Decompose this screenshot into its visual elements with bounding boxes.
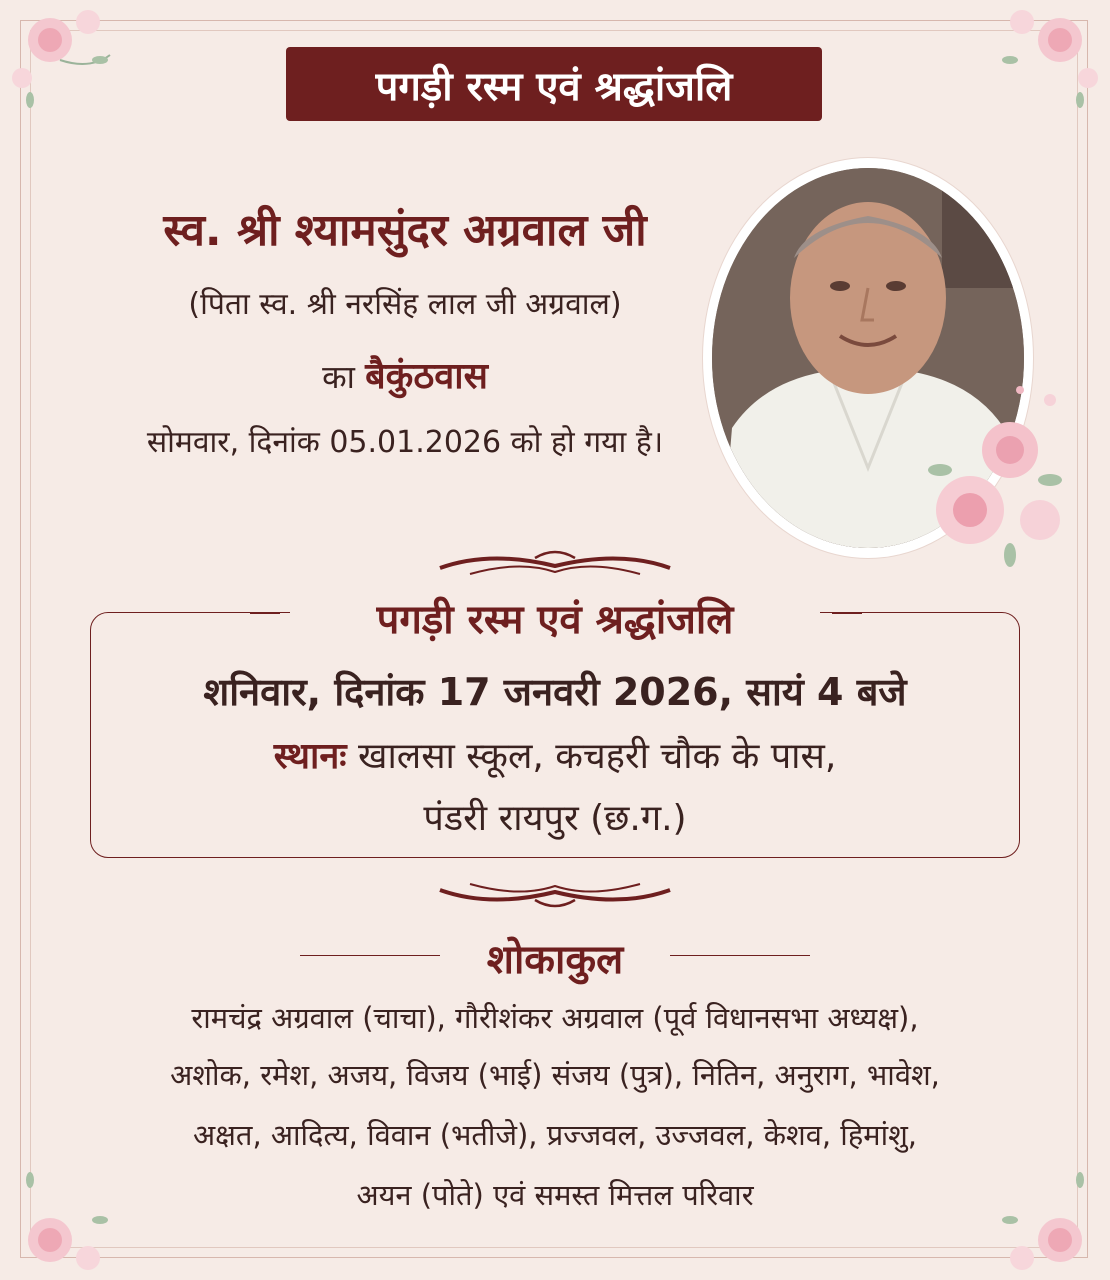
top-banner-title: पगड़ी रस्म एवं श्रद्धांजलि [286,47,822,121]
demise-line [60,350,750,399]
floral-corner-top-left [0,0,150,150]
event-title: पगड़ी रस्म एवं श्रद्धांजलि [290,590,820,645]
event-venue-line2: पंडरी रायपुर (छ.ग.) [423,798,687,839]
event-date: शनिवार, दिनांक 17 जनवरी 2026, सायं 4 बजे [203,670,907,714]
divider-ornament-top [430,546,680,586]
title-rule-right [832,612,862,614]
mourners-line: रामचंद्र अग्रवाल (चाचा), गौरीशंकर अग्रवाल (पूर्व विधानसभा अध्यक्ष), [191,1001,919,1035]
mourners-line: अयन (पोते) एवं समस्त मित्तल परिवार [356,1178,754,1212]
deceased-name: स्व. श्री श्यामसुंदर अग्रवाल जी [163,205,647,256]
venue-label: स्थानः [273,736,347,777]
ka-prefix: का [322,358,355,396]
mourners-title: शोकाकुल [486,937,624,983]
title-rule-left [250,612,280,614]
mourners-rule-left [300,955,440,956]
father-name: (पिता स्व. श्री नरसिंह लाल जी अग्रवाल) [188,287,622,322]
floral-bouquet [900,370,1080,570]
mourners-line: अक्षत, आदित्य, विवान (भतीजे), प्रज्जवल, उज्जवल, केशव, हिमांशु, [192,1118,918,1152]
event-venue [90,730,1020,779]
mourners-rule-right [670,955,810,956]
mourners-line: अशोक, रमेश, अजय, विजय (भाई) संजय (पुत्र), नितिन, अनुराग, भावेश, [170,1058,940,1092]
divider-ornament-bottom [430,872,680,912]
venue-text: खालसा स्कूल, कचहरी चौक के पास, [346,736,837,777]
floral-corner-top-right [960,0,1110,150]
demise-date: सोमवार, दिनांक 05.01.2026 को हो गया है। [146,425,664,460]
baikunthvas-text: बैकुंठवास [365,356,488,397]
